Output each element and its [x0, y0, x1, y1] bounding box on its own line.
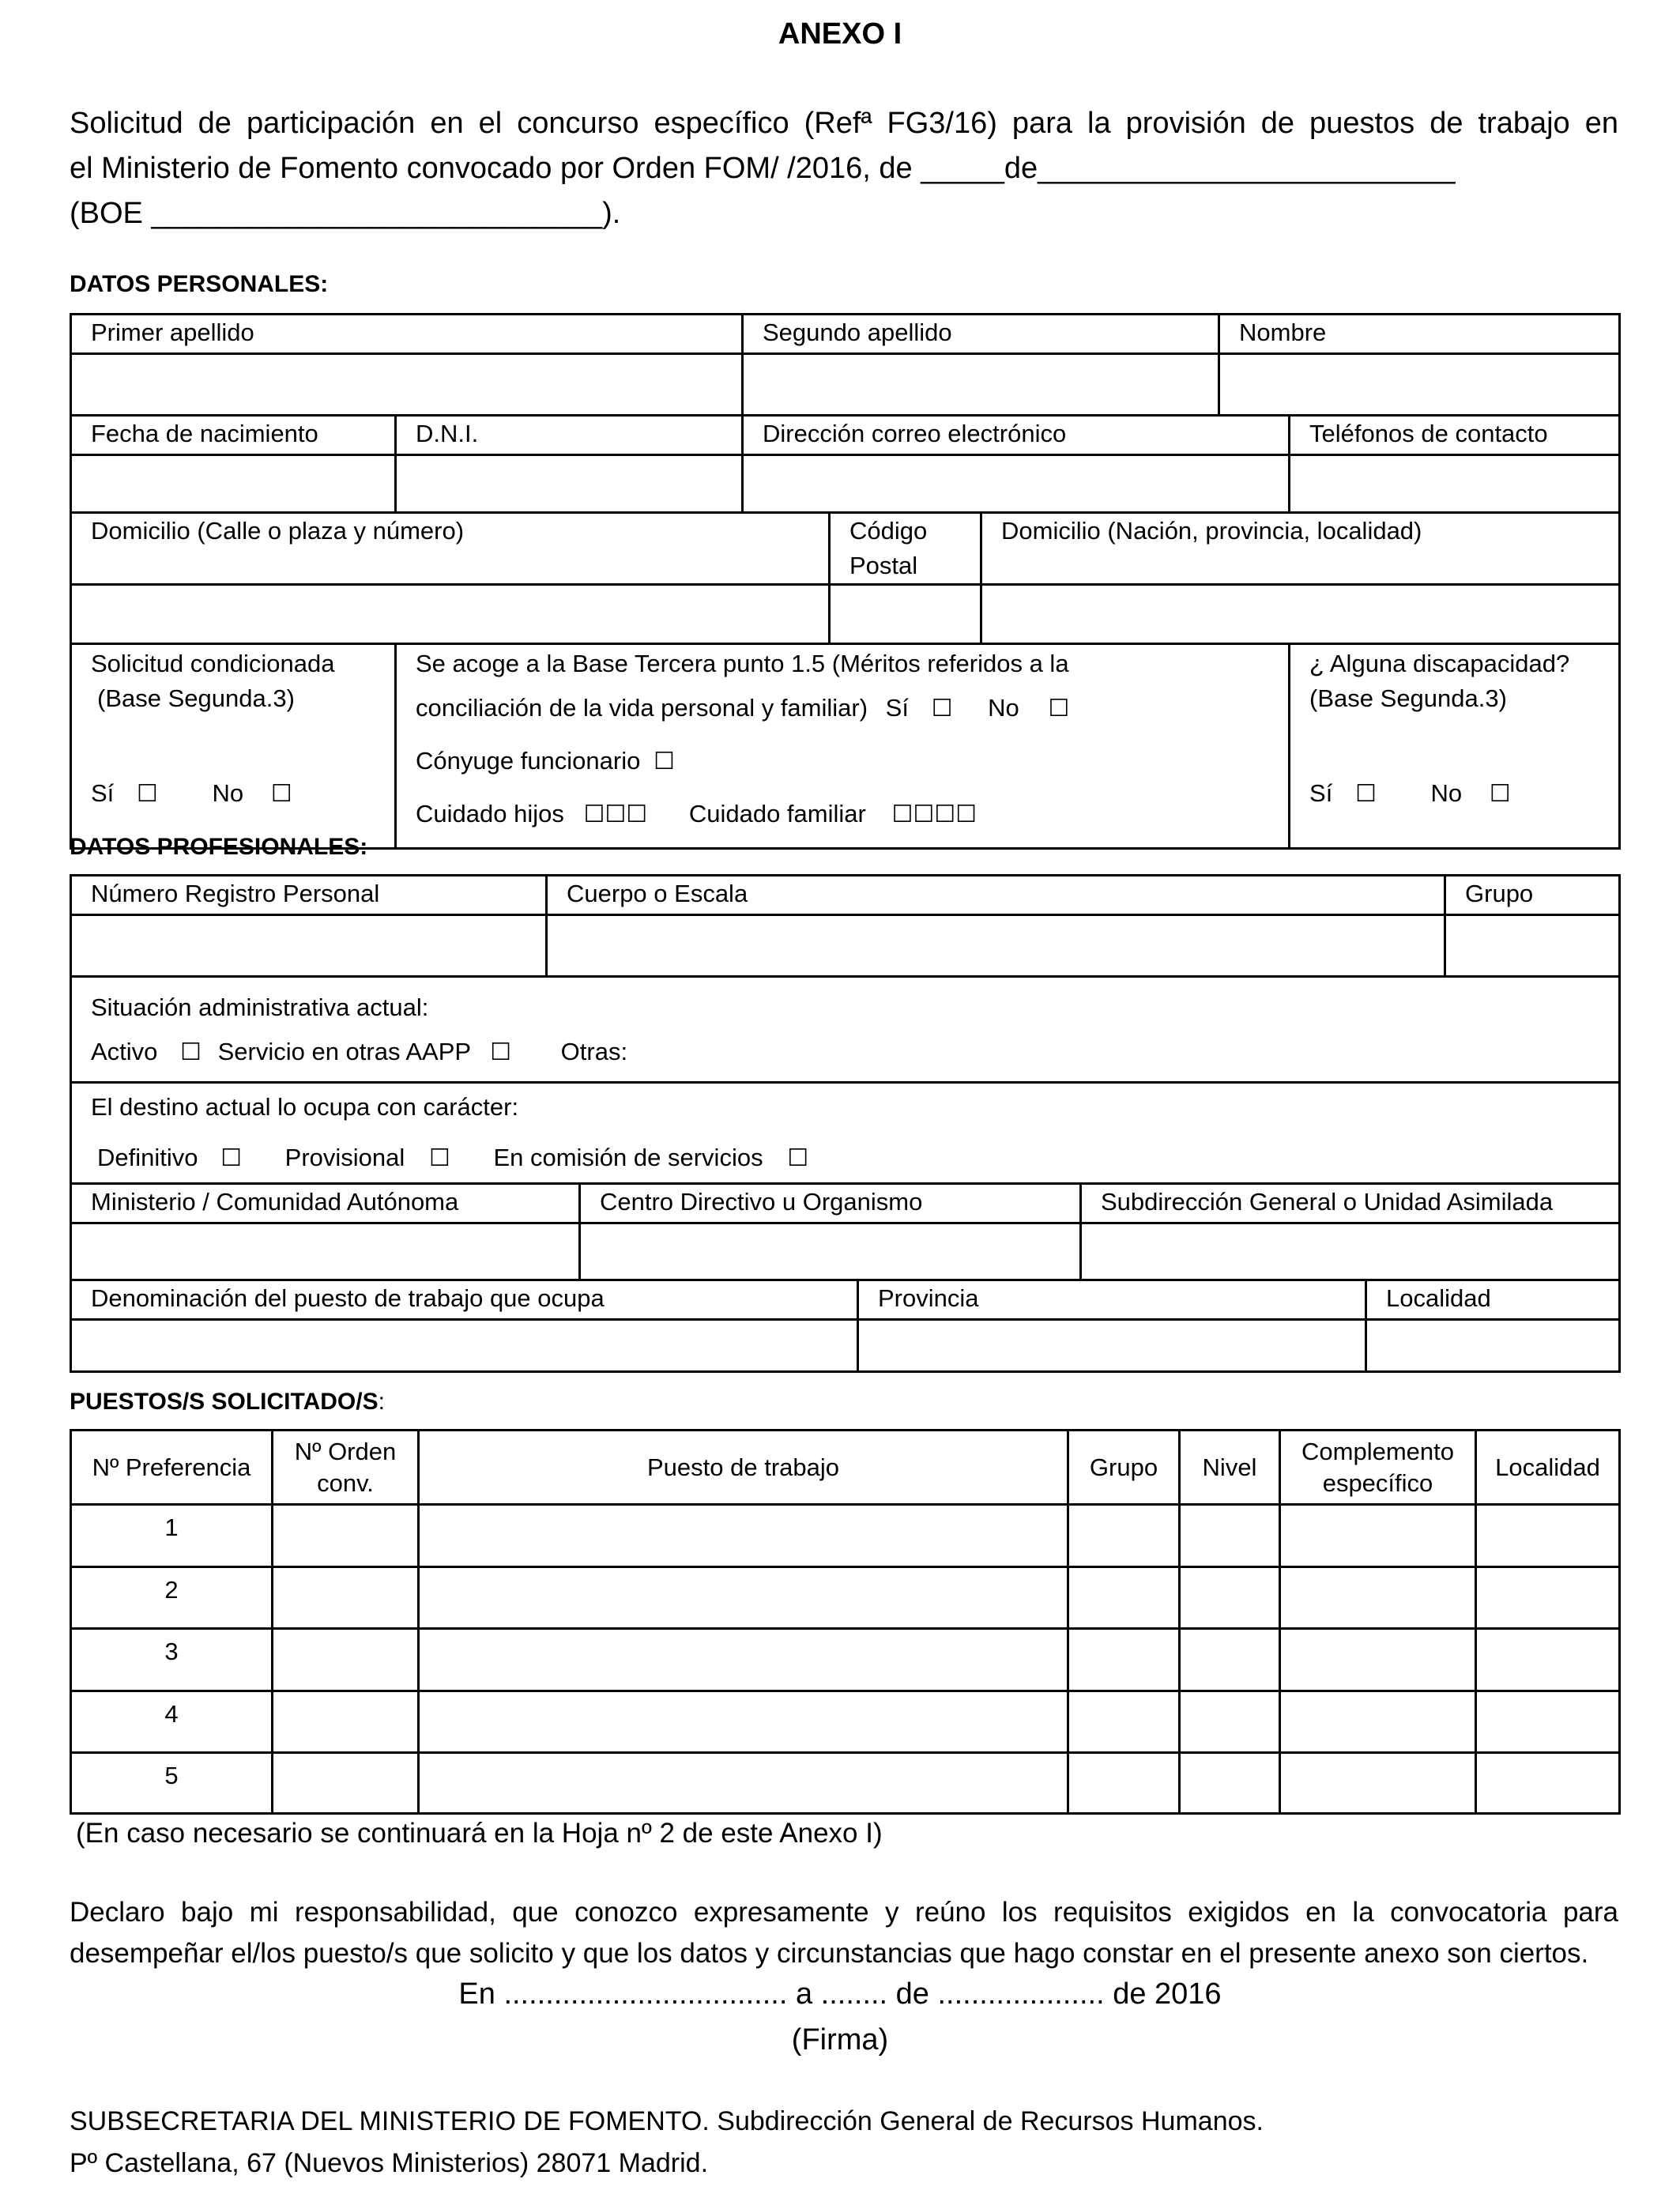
- cuidado-familiar-label: Cuidado familiar: [688, 800, 866, 827]
- fecha-nacimiento-field[interactable]: [71, 455, 396, 513]
- nivel-cell[interactable]: [1180, 1505, 1280, 1567]
- nrp-field[interactable]: [71, 915, 547, 977]
- base-tercera-label: Se acoge a la Base Tercera punto 1.5 (Méritos referidos a la: [416, 650, 1069, 677]
- discapacidad-label: ¿ Alguna discapacidad?: [1309, 650, 1570, 677]
- complemento-cell[interactable]: [1280, 1753, 1476, 1814]
- localidad-cell[interactable]: [1476, 1753, 1620, 1814]
- row-preferencia: 5: [71, 1753, 273, 1814]
- destino-cell: [71, 1083, 1620, 1184]
- grupo-cell[interactable]: [1068, 1691, 1180, 1753]
- orden-cell[interactable]: [273, 1505, 419, 1567]
- provisional-label: Provisional: [284, 1144, 405, 1171]
- intro-line-3: (BOE ___________________________).: [70, 197, 621, 230]
- definitivo-label: Definitivo: [97, 1144, 198, 1171]
- discapacidad-no-checkbox[interactable]: ☐: [1489, 780, 1511, 808]
- document-title: ANEXO I: [778, 17, 902, 51]
- col-orden-l2: conv.: [317, 1468, 374, 1497]
- definitivo-checkbox[interactable]: ☐: [220, 1144, 243, 1172]
- subdireccion-label: Subdirección General o Unidad Asimilada: [1081, 1184, 1620, 1223]
- localidad-cell[interactable]: [1476, 1629, 1620, 1691]
- orden-cell[interactable]: [273, 1567, 419, 1629]
- discapacidad-si-checkbox[interactable]: ☐: [1354, 780, 1377, 808]
- activo-label: Activo: [91, 1038, 158, 1065]
- condicionada-label: Solicitud condicionada: [91, 650, 335, 677]
- no-label: No: [1430, 779, 1463, 807]
- no-label: No: [988, 694, 1019, 722]
- discapacidad-base-label: (Base Segunda.3): [1309, 684, 1507, 712]
- email-field[interactable]: [743, 455, 1290, 513]
- condicionada-no-checkbox[interactable]: ☐: [270, 780, 292, 808]
- localidad-cell[interactable]: [1476, 1567, 1620, 1629]
- centro-field[interactable]: [580, 1223, 1081, 1280]
- continuation-note: (En caso necesario se continuará en la Hoja nº 2 de este Anexo I): [76, 1818, 883, 1849]
- row-preferencia: 4: [71, 1691, 273, 1753]
- base-si-checkbox[interactable]: ☐: [931, 695, 953, 722]
- table-row: [71, 1691, 1620, 1753]
- orden-cell[interactable]: [273, 1629, 419, 1691]
- row-preferencia: 3: [71, 1629, 273, 1691]
- domicilio-nacion-field[interactable]: [981, 585, 1620, 644]
- domicilio-calle-field[interactable]: [71, 585, 830, 644]
- provisional-checkbox[interactable]: ☐: [428, 1144, 450, 1172]
- domicilio-nacion-label: Domicilio (Nación, provincia, localidad): [981, 513, 1620, 585]
- nivel-cell[interactable]: [1180, 1629, 1280, 1691]
- grupo-cell[interactable]: [1068, 1629, 1180, 1691]
- denominacion-field[interactable]: [71, 1320, 858, 1372]
- row-preferencia: 2: [71, 1567, 273, 1629]
- table-header-row: [71, 1431, 1620, 1505]
- dni-label: D.N.I.: [396, 416, 743, 455]
- puesto-cell[interactable]: [419, 1753, 1068, 1814]
- domicilio-calle-label: Domicilio (Calle o plaza y número): [71, 513, 830, 585]
- col-nivel: Nivel: [1180, 1431, 1280, 1505]
- activo-checkbox[interactable]: ☐: [180, 1039, 202, 1066]
- cuidado-hijos-label: Cuidado hijos: [416, 800, 564, 827]
- condicionada-si-checkbox[interactable]: ☐: [136, 780, 158, 808]
- complemento-cell[interactable]: [1280, 1567, 1476, 1629]
- nivel-cell[interactable]: [1180, 1753, 1280, 1814]
- col-orden: [273, 1431, 419, 1505]
- centro-label: Centro Directivo u Organismo: [580, 1184, 1081, 1223]
- ministerio-label: Ministerio / Comunidad Autónoma: [71, 1184, 580, 1223]
- puesto-cell[interactable]: [419, 1505, 1068, 1567]
- segundo-apellido-label: Segundo apellido: [743, 315, 1219, 354]
- email-label: Dirección correo electrónico: [743, 416, 1290, 455]
- personal-heading: DATOS PERSONALES:: [70, 271, 329, 297]
- complemento-cell[interactable]: [1280, 1629, 1476, 1691]
- signature-label: (Firma): [791, 2023, 889, 2056]
- localidad-label: Localidad: [1366, 1280, 1620, 1320]
- nivel-cell[interactable]: [1180, 1691, 1280, 1753]
- professional-data-table: [70, 874, 1621, 1373]
- localidad-cell[interactable]: [1476, 1691, 1620, 1753]
- grupo-cell[interactable]: [1068, 1567, 1180, 1629]
- solicitud-condicionada-cell: [71, 644, 396, 849]
- grupo-cell[interactable]: [1068, 1505, 1180, 1567]
- declaration-line-1: Declaro bajo mi responsabilidad, que conozco expresamente y reúno los requisitos exigidos en la convocatoria para: [70, 1897, 1618, 1928]
- provincia-field[interactable]: [858, 1320, 1366, 1372]
- otras-label: Otras:: [560, 1038, 628, 1065]
- si-label: Sí: [91, 779, 115, 807]
- complemento-cell[interactable]: [1280, 1505, 1476, 1567]
- si-label: Sí: [1309, 779, 1333, 807]
- telefonos-label: Teléfonos de contacto: [1290, 416, 1620, 455]
- subdireccion-field[interactable]: [1081, 1223, 1620, 1280]
- personal-data-table: [70, 313, 1621, 850]
- intro-line-2: el Ministerio de Fomento convocado por Orden FOM/ /2016, de _____de_________________________: [70, 152, 1456, 185]
- base-tercera-cell: [396, 644, 1290, 849]
- base-conciliacion-label: conciliación de la vida personal y familiar): [416, 694, 868, 722]
- si-label: Sí: [885, 694, 909, 722]
- codigo-postal-label: Código Postal: [830, 513, 981, 585]
- col-complemento-l2: específico: [1322, 1468, 1433, 1497]
- solicitados-heading: [70, 1389, 385, 1416]
- col-puesto: Puesto de trabajo: [419, 1431, 1068, 1505]
- cuidado-familiar-checkbox[interactable]: ☐: [934, 801, 956, 828]
- orden-cell[interactable]: [273, 1691, 419, 1753]
- col-orden-l1: Nº Orden: [294, 1437, 397, 1465]
- cuidado-hijos-checkbox[interactable]: ☐: [583, 801, 605, 828]
- servicio-aapp-label: Servicio en otras AAPP: [217, 1038, 471, 1065]
- row-preferencia: 1: [71, 1505, 273, 1567]
- localidad-cell[interactable]: [1476, 1505, 1620, 1567]
- nombre-label: Nombre: [1219, 315, 1620, 354]
- col-complemento: [1280, 1431, 1476, 1505]
- provincia-label: Provincia: [858, 1280, 1366, 1320]
- cuidado-familiar-checkbox[interactable]: ☐: [913, 801, 935, 828]
- complemento-cell[interactable]: [1280, 1691, 1476, 1753]
- localidad-field[interactable]: [1366, 1320, 1620, 1372]
- telefonos-field[interactable]: [1290, 455, 1620, 513]
- base-no-checkbox[interactable]: ☐: [1048, 695, 1070, 722]
- condicionada-base-label: (Base Segunda.3): [97, 684, 295, 712]
- table-row: [71, 1629, 1620, 1691]
- table-row: [71, 1753, 1620, 1814]
- codigo-postal-field[interactable]: [830, 585, 981, 644]
- footer-line-1: SUBSECRETARIA DEL MINISTERIO DE FOMENTO. Subdirección General de Recursos Humanos.: [70, 2106, 1264, 2136]
- cuidado-hijos-checkbox[interactable]: ☐: [605, 801, 627, 828]
- puesto-cell[interactable]: [419, 1691, 1068, 1753]
- conyuge-checkbox[interactable]: ☐: [653, 748, 675, 775]
- col-localidad: Localidad: [1476, 1431, 1620, 1505]
- solicitados-heading-text: PUESTOS/S SOLICITADO/S: [70, 1389, 379, 1415]
- primer-apellido-label: Primer apellido: [71, 315, 743, 354]
- table-row: [71, 1567, 1620, 1629]
- segundo-apellido-field[interactable]: [743, 354, 1219, 416]
- comision-checkbox[interactable]: ☐: [787, 1144, 809, 1172]
- grupo-label: Grupo: [1445, 876, 1620, 915]
- solicitados-heading-colon: :: [378, 1389, 385, 1415]
- cuerpo-field[interactable]: [547, 915, 1445, 977]
- no-label: No: [212, 779, 244, 807]
- situacion-cell: [71, 977, 1620, 1083]
- intro-line-1: Solicitud de participación en el concurso específico (Refª FG3/16) para la provisión de puestos de trabajo en: [70, 107, 1618, 140]
- ministerio-field[interactable]: [71, 1223, 580, 1280]
- dni-field[interactable]: [396, 455, 743, 513]
- comision-label: En comisión de servicios: [493, 1144, 763, 1171]
- primer-apellido-field[interactable]: [71, 354, 743, 416]
- cuerpo-label: Cuerpo o Escala: [547, 876, 1445, 915]
- requested-positions-table: [70, 1429, 1621, 1815]
- footer-line-2: Pº Castellana, 67 (Nuevos Ministerios) 28071 Madrid.: [70, 2148, 709, 2178]
- cuidado-familiar-checkbox[interactable]: ☐: [955, 801, 977, 828]
- col-grupo: Grupo: [1068, 1431, 1180, 1505]
- situacion-label: Situación administrativa actual:: [91, 993, 429, 1021]
- grupo-field[interactable]: [1445, 915, 1620, 977]
- table-row: [71, 1505, 1620, 1567]
- cuidado-familiar-checkbox[interactable]: ☐: [891, 801, 913, 828]
- orden-cell[interactable]: [273, 1753, 419, 1814]
- puesto-cell[interactable]: [419, 1567, 1068, 1629]
- profesional-heading: DATOS PROFESIONALES:: [70, 834, 368, 860]
- destino-label: El destino actual lo ocupa con carácter:: [91, 1093, 519, 1121]
- col-complemento-l1: Complemento: [1301, 1437, 1454, 1465]
- nombre-field[interactable]: [1219, 354, 1620, 416]
- place-date-line: En .................................. a ........ de .................... de 2016: [458, 1977, 1222, 2011]
- denominacion-label: Denominación del puesto de trabajo que ocupa: [71, 1280, 858, 1320]
- puesto-cell[interactable]: [419, 1629, 1068, 1691]
- conyuge-label: Cónyuge funcionario: [416, 747, 641, 775]
- cuidado-hijos-checkbox[interactable]: ☐: [626, 801, 648, 828]
- grupo-cell[interactable]: [1068, 1753, 1180, 1814]
- col-preferencia: Nº Preferencia: [71, 1431, 273, 1505]
- intro-paragraph: [70, 101, 1618, 236]
- declaration-line-2: desempeñar el/los puesto/s que solicito y que los datos y circunstancias que hago constar en el presente anexo son ciertos.: [70, 1938, 1589, 1969]
- nivel-cell[interactable]: [1180, 1567, 1280, 1629]
- nrp-label: Número Registro Personal: [71, 876, 547, 915]
- discapacidad-cell: [1290, 644, 1620, 849]
- fecha-nacimiento-label: Fecha de nacimiento: [71, 416, 396, 455]
- servicio-aapp-checkbox[interactable]: ☐: [490, 1039, 512, 1066]
